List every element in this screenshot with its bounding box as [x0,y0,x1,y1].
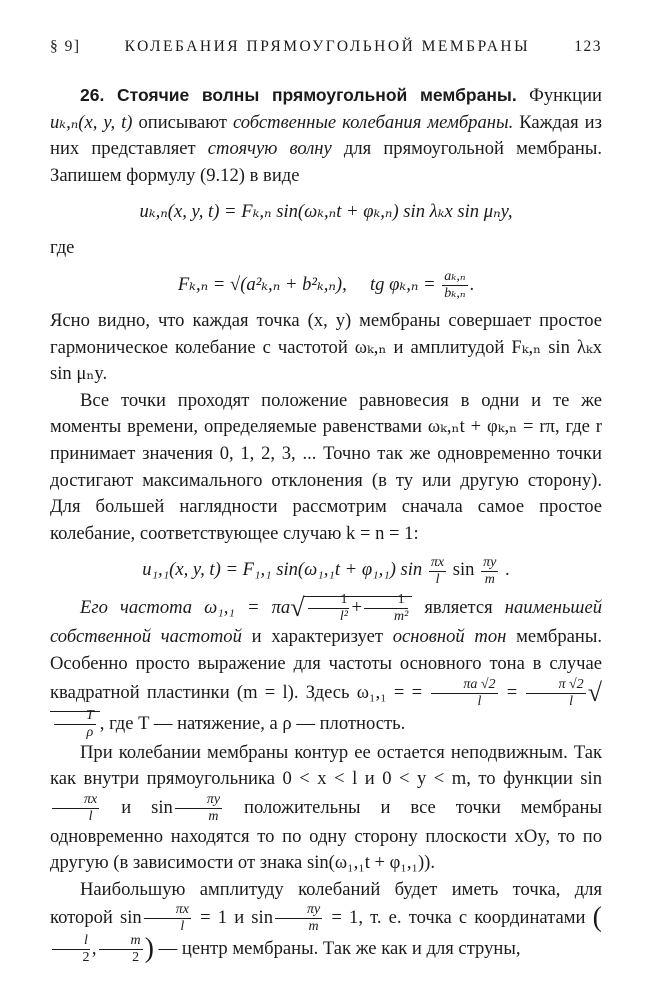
running-header [50,38,602,56]
paragraph-equilibrium: Все точки проходят положение равновесия в одни и те же моменты времени, определяемые равенствами ωₖ,ₙt + φₖ,ₙ = rπ, где r принимает значения 0, 1, 2, 3, ... Точно так же одновременно точки достигают максимального отклонения (в ту или другую сторону). Для большей наглядности рассмотрим сначала самое простое колебание, соответствующее случаю k = n = 1: [50,389,602,544]
paragraph-frequency: Его частота ω₁,₁ = πa√ $\frac{1}{\text{l²}}$ + $\frac{1}{\text{m²}}$ является наименьшей собственной частотой и характеризует основной тон мембраны. Особенно просто выражение для частоты основного тона в случае квадратной пластинки (m = l). Здесь ω₁,₁ = = $\frac{\pi a √2}{l}$ = $\frac{\pi √2}{l}$ √ $\frac{T}{\rho}$ , где T — натяжение, а ρ — плотность. [50,592,602,740]
phase-fraction: $\frac{\text{aₖ,ₙ}}{\text{bₖ,ₙ}}$ [444,269,466,302]
section-heading: 26. Стоячие волны прямоугольной мембраны. [80,85,517,105]
term-own-oscillations: собственные колебания мембраны. [232,111,514,133]
equation-standing-wave: uₖ,ₙ(x, y, t) = Fₖ,ₙ sin(ωₖ,ₙt + φₖ,ₙ) sin λₖx sin μₙy, [139,201,513,223]
where-word: где [50,237,75,259]
term-standing-wave: стоячую волну [207,138,332,160]
equation-fundamental: u₁,₁(x, y, t) = F₁,₁ sin(ω₁,₁t + φ₁,₁) sin $\frac{\pi x}{l}$ sin $\frac{\pi y}{m}$ . [142,554,510,587]
paragraph-harmonic: Ясно видно, что каждая точка (x, y) мембраны совершает простое гармоническое колебание с частотой ωₖ,ₙ и амплитудой Fₖ,ₙ sin λₖx sin μₙy. [50,309,602,385]
running-title: КОЛЕБАНИЯ ПРЯМОУГОЛЬНОЙ МЕМБРАНЫ [124,38,531,55]
section-intro: 26. Стоячие волны прямоугольной мембраны. Функции uₖ,ₙ(x, y, t) описывают собственные колебания мембраны. Каждая из них представляет стоячую волну для прямоугольной мембраны. Запишем формулу (9.12) в виде [50,85,603,186]
section-marker: § 9] [50,38,81,55]
term-lowest-frequency: наименьшей собственной частотой [50,597,602,648]
paragraph-max-amplitude: Наибольшую амплитуду колебаний будет иметь точка, для которой sin $\frac{\pi x}{l}$ = 1 и sin $\frac{\pi y}{m}$ = 1, т. е. точка с координатами ( $\frac{l}{2}$ , $\frac{m}{2}$ ) — центр мембраны. Так же как и для струны, [50,878,602,966]
sqrt-sign: √ [290,593,305,623]
page-number: 123 [574,38,602,55]
book-page [50,38,602,965]
equation-amplitude-phase: Fₖ,ₙ = √(a²ₖ,ₙ + b²ₖ,ₙ), tg φₖ,ₙ = $\frac{\text{aₖ,ₙ}}{\text{bₖ,ₙ}}$ . [177,269,475,302]
paragraph-contour: При колебании мембраны контур ее остается неподвижным. Так как внутри прямоугольника 0 < x < l и 0 < y < m, то функции sin $\frac{\pi x}{l}$ и sin $\frac{\pi y}{m}$ положительны и все точки мембраны одновременно находятся то по одну сторону плоскости xOy, то по другую (в зависимости от знака sin(ω₁,₁t + φ₁,₁)). [50,741,603,874]
term-basic-tone: основной тон [392,626,507,648]
